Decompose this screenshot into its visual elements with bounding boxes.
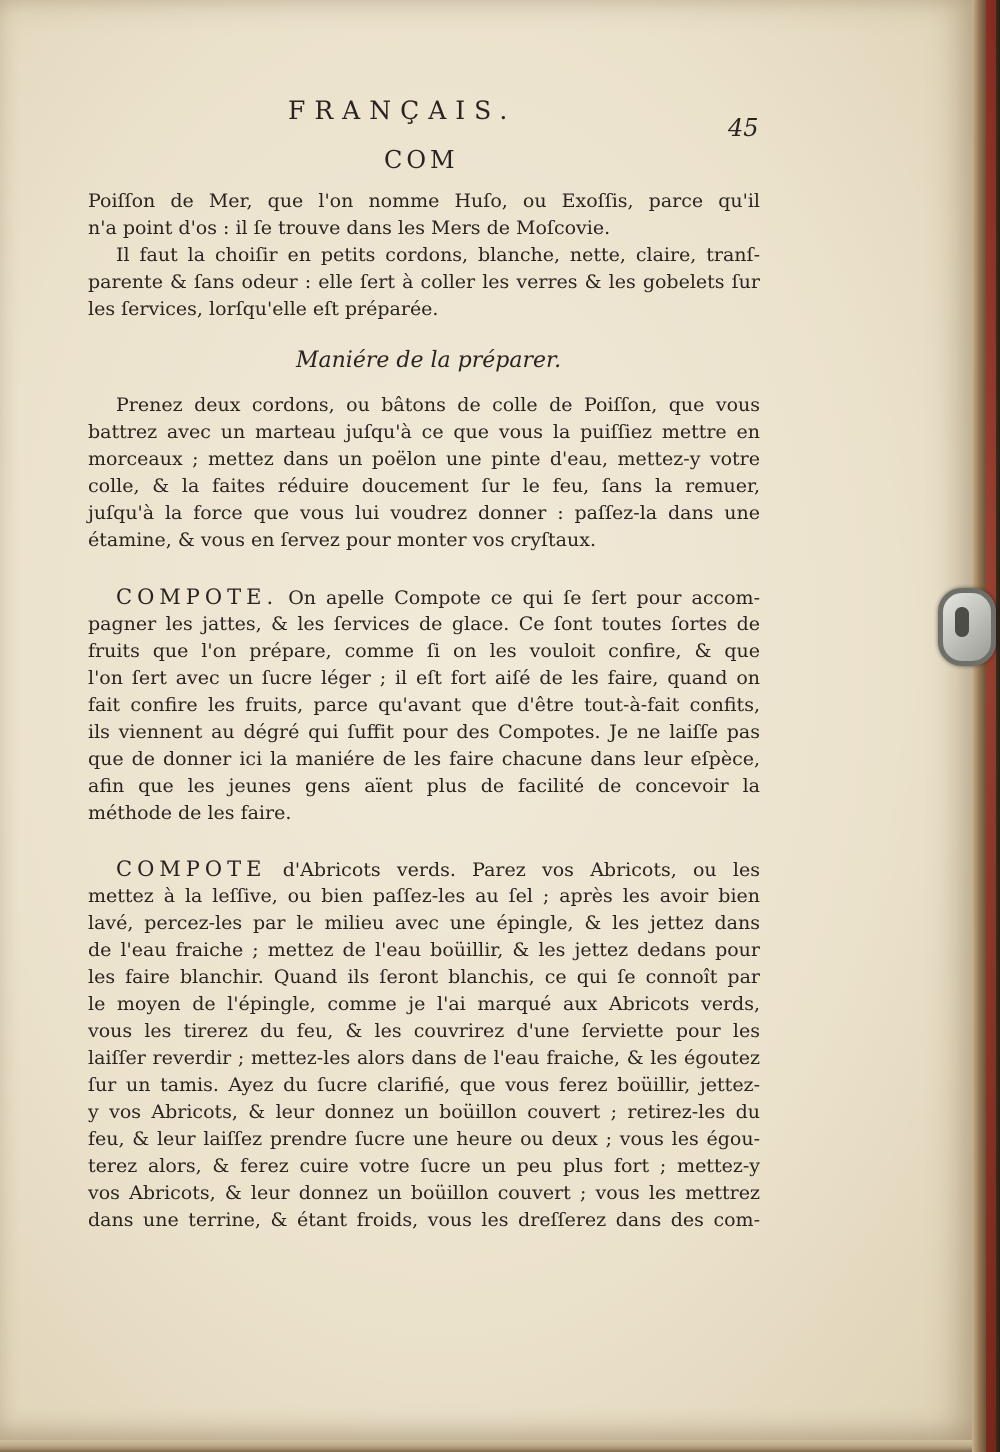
text-line: de l'eau fraiche ; mettez de l'eau boüillir, & les jettez dedans pour xyxy=(88,939,760,961)
text-line: l'on ſert avec un ſucre léger ; il eſt fort aiſé de les faire, quand on xyxy=(88,667,760,689)
text-line: fait confire les fruits, parce qu'avant que d'être tout-à-fait confits, xyxy=(88,694,760,716)
text-line: méthode de les faire. xyxy=(88,802,292,824)
text-line-content: On apelle Compote ce qui ſe ſert pour accom- xyxy=(288,587,760,609)
text-line: feu, & leur laiſſez prendre ſucre une heure ou deux ; vous les égou- xyxy=(88,1128,760,1150)
entry-heading: COMPOTE. xyxy=(116,585,279,609)
page-edges xyxy=(0,1438,985,1452)
text-line: ſur un tamis. Ayez du ſucre clarifié, que vous ferez boüillir, jettez- xyxy=(88,1074,760,1096)
paragraph-compote-abricots xyxy=(88,856,760,1234)
text-line: que de donner ici la maniére de les faire chacune dans leur eſpèce, xyxy=(88,748,760,770)
text-line xyxy=(88,856,760,883)
text-line: n'a point d'os : il ſe trouve dans les Mers de Moſcovie. xyxy=(88,217,611,239)
text-line: afin que les jeunes gens aïent plus de facilité de concevoir la xyxy=(88,775,760,797)
text-line: les ſervices, lorſqu'elle eſt préparée. xyxy=(88,298,439,320)
text-line: laiſſer reverdir ; mettez-les alors dans de l'eau fraiche, & les égoutez xyxy=(88,1047,760,1069)
catchword-heading: COM xyxy=(384,146,459,174)
text-line: dans une terrine, & étant froids, vous les dreſſerez dans des com- xyxy=(88,1209,760,1231)
entry-heading: COMPOTE xyxy=(116,857,267,881)
text-line: Prenez deux cordons, ou bâtons de colle de Poiſſon, que vous xyxy=(116,394,760,416)
text-line: fruits que l'on prépare, comme ſi on les vouloit confire, & que xyxy=(88,640,760,662)
text-line: Il faut la choiſir en petits cordons, blanche, nette, claire, tranſ- xyxy=(116,244,760,266)
text-line: mettez à la leſſive, ou bien paſſez-les au ſel ; après les avoir bien xyxy=(88,885,760,907)
text-line: battrez avec un marteau juſqu'à ce que vous la puiſſiez mettre en xyxy=(88,421,760,443)
paragraph-isinglass xyxy=(88,188,760,323)
text-line: morceaux ; mettez dans un poëlon une pinte d'eau, mettez-y votre xyxy=(88,448,760,470)
text-line: juſqu'à la force que vous lui voudrez donner : paſſez-la dans une xyxy=(88,502,760,524)
text-line: colle, & la faites réduire doucement ſur le feu, ſans la remuer, xyxy=(88,475,760,497)
clip-slot xyxy=(955,607,969,637)
page-clip xyxy=(938,588,996,666)
text-line: y vos Abricots, & leur donnez un boüillon couvert ; retirez-les du xyxy=(88,1101,760,1123)
paragraph-preparation xyxy=(88,392,760,554)
paragraph-compote xyxy=(88,584,760,827)
running-head: FRANÇAIS. xyxy=(288,96,517,125)
text-line xyxy=(88,584,760,611)
subheading: Maniére de la préparer. xyxy=(296,348,562,373)
text-line: ils viennent au dégré qui ſuffit pour des Compotes. Je ne laiſſe pas xyxy=(88,721,760,743)
text-line-content: d'Abricots verds. Parez vos Abricots, ou les xyxy=(282,859,760,881)
text-line: le moyen de l'épingle, comme je l'ai marqué aux Abricots verds, xyxy=(88,993,760,1015)
text-line: terez alors, & ferez cuire votre ſucre un peu plus fort ; mettez-y xyxy=(88,1155,760,1177)
text-line: vous les tirerez du feu, & les couvrirez d'une ſerviette pour les xyxy=(88,1020,760,1042)
text-line: vos Abricots, & leur donnez un boüillon couvert ; vous les mettrez xyxy=(88,1182,760,1204)
text-line: les faire blanchir. Quand ils ſeront blanchis, ce qui ſe connoît par xyxy=(88,966,760,988)
text-line: étamine, & vous en ſervez pour monter vos cryſtaux. xyxy=(88,529,596,551)
text-line: pagner les jattes, & les ſervices de glace. Ce ſont toutes ſortes de xyxy=(88,613,760,635)
binding-cover-edge xyxy=(986,0,996,1452)
page-number: 45 xyxy=(728,114,759,142)
text-line: lavé, percez-les par le milieu avec une épingle, & les jettez dans xyxy=(88,912,760,934)
text-line: Poiſſon de Mer, que l'on nomme Huſo, ou Exoſſis, parce qu'il xyxy=(88,190,760,212)
text-line: parente & ſans odeur : elle ſert à coller les verres & les gobelets ſur xyxy=(88,271,760,293)
